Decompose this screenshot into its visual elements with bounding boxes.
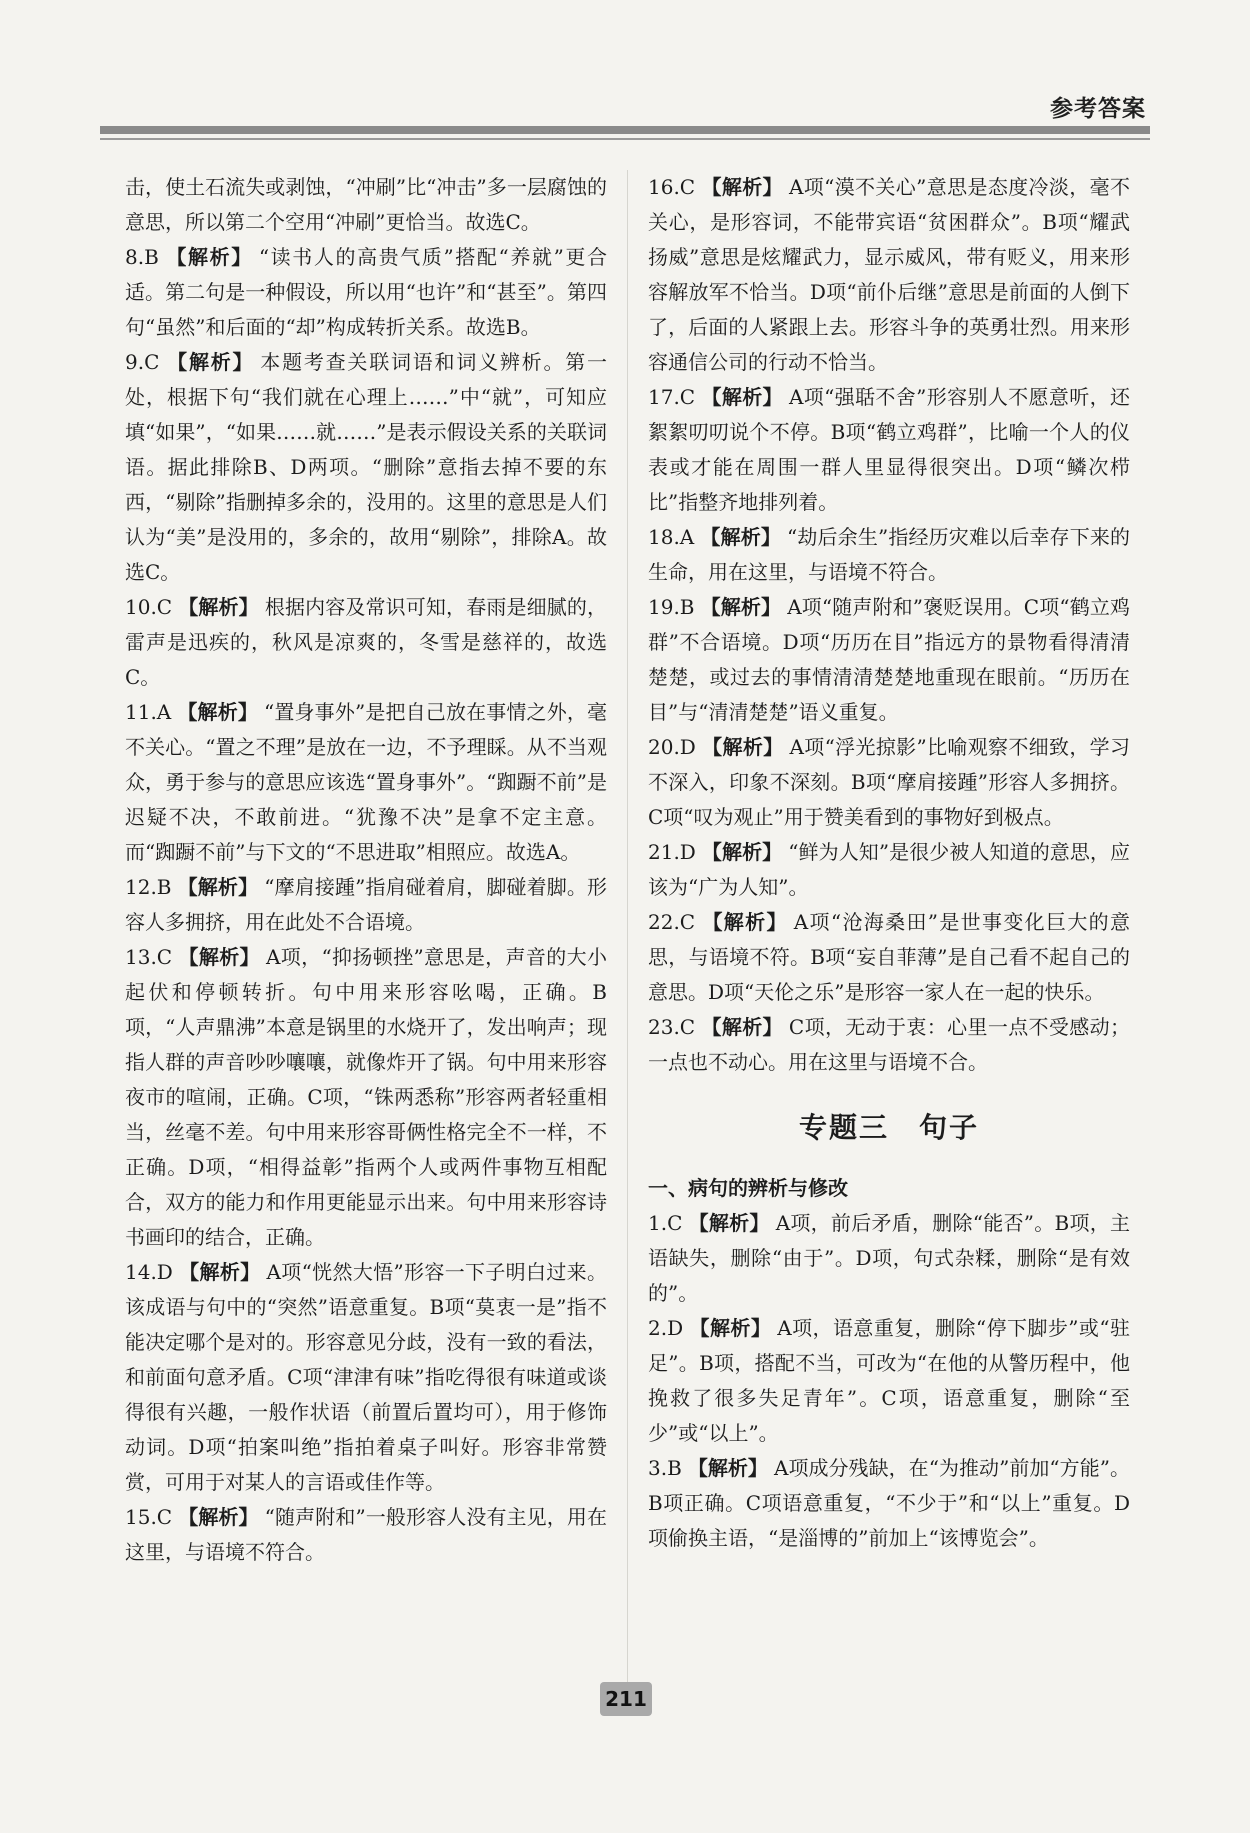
analysis-tag: 【解析】 — [164, 245, 253, 269]
answer-item — [648, 905, 1130, 1010]
section-subheading: 一、病句的辨析与修改 — [648, 1176, 848, 1200]
answer-number: 16.C — [648, 175, 696, 199]
analysis-tag: 【解析】 — [701, 1015, 783, 1039]
answer-item — [648, 1206, 1130, 1311]
answer-number: 8.B — [125, 245, 159, 269]
answer-number: 15.C — [125, 1505, 173, 1529]
header-title: 参考答案 — [1050, 96, 1146, 122]
answer-text: A项“浮光掠影”比喻观察不细致，学习不深入，印象不深刻。B项“摩肩接踵”形容人多拥挤。C项“叹为观止”用于赞美看到的事物好到极点。 — [648, 735, 1130, 829]
answer-number: 11.A — [125, 700, 172, 724]
right-column — [648, 170, 1130, 1556]
answer-item — [648, 730, 1130, 835]
answer-text: A项，语意重复，删除“停下脚步”或“驻足”。B项，搭配不当，可改为“在他的从警历程中，他挽救了很多失足青年”。C项，语意重复，删除“至少”或“以上”。 — [648, 1316, 1130, 1445]
analysis-tag: 【解析】 — [178, 1505, 259, 1529]
column-divider — [627, 170, 628, 1700]
page-number: 211 — [600, 1682, 652, 1716]
answer-number: 10.C — [125, 595, 173, 619]
answer-text: A项，前后矛盾，删除“能否”。B项，主语缺失，删除“由于”。D项，句式杂糅，删除“是有效的”。 — [648, 1211, 1131, 1305]
answer-item — [125, 345, 607, 590]
analysis-tag: 【解析】 — [701, 910, 788, 934]
answer-item — [125, 1255, 607, 1500]
analysis-tag: 【解析】 — [688, 1211, 770, 1235]
answer-text: “劫后余生”指经历灾难以后幸存下来的生命，用在这里，与语境不符合。 — [648, 525, 1130, 584]
answer-item — [125, 170, 607, 240]
answer-item — [125, 1500, 607, 1570]
analysis-tag: 【解析】 — [701, 385, 783, 409]
answer-text: “置身事外”是把自己放在事情之外，毫不关心。“置之不理”是放在一边，不予理睬。从不当观众，勇于参与的意思应该选“置身事外”。“踟蹰不前”是迟疑不决，不敢前进。“犹豫不决”是拿不定主意。而“踟蹰不前”与下文的“不思进取”相照应。故选A。 — [125, 700, 607, 864]
answer-text: A项“沧海桑田”是世事变化巨大的意思，与语境不符。B项“妄自菲薄”是自己看不起自己的意思。D项“天伦之乐”是形容一家人在一起的快乐。 — [648, 910, 1130, 1004]
answer-number: 18.A — [648, 525, 695, 549]
section-answers — [648, 1206, 1130, 1556]
analysis-tag: 【解析】 — [178, 945, 260, 969]
answer-text: “鲜为人知”是很少被人知道的意思，应该为“广为人知”。 — [648, 840, 1130, 899]
answer-item — [125, 870, 607, 940]
answer-number: 20.D — [648, 735, 696, 759]
answer-item — [648, 590, 1130, 730]
analysis-tag: 【解析】 — [177, 875, 259, 899]
analysis-tag: 【解析】 — [689, 1316, 772, 1340]
answer-number: 14.D — [125, 1260, 173, 1284]
answer-item — [125, 695, 607, 870]
analysis-tag: 【解析】 — [178, 1260, 261, 1284]
left-column — [125, 170, 607, 1570]
answer-number: 3.B — [648, 1456, 682, 1480]
answer-item — [648, 170, 1130, 380]
right-column-answers — [648, 170, 1130, 1080]
answer-number: 23.C — [648, 1015, 696, 1039]
answer-text: “摩肩接踵”指肩碰着肩，脚碰着脚。形容人多拥挤，用在此处不合语境。 — [125, 875, 608, 934]
answer-text: A项“强聒不舍”形容别人不愿意听，还絮絮叨叨说个不停。B项“鹤立鸡群”，比喻一个人的仪表或才能在周围一群人里显得很突出。D项“鳞次栉比”指整齐地排列着。 — [648, 385, 1130, 514]
answer-item — [125, 240, 607, 345]
header-rule-thick — [100, 126, 1150, 134]
answer-item — [648, 835, 1130, 905]
analysis-tag: 【解析】 — [701, 735, 784, 759]
answer-item — [648, 520, 1130, 590]
answer-item — [125, 940, 607, 1255]
answer-text: 本题考查关联词语和词义辨析。第一处，根据下句“我们就在心理上……”中“就”，可知应填“如果”，“如果……就……”是表示假设关系的关联词语。据此排除B、D两项。“删除”意指去掉不要的东西，“剔除”指删掉多余的，没用的。这里的意思是人们认为“美”是没用的，多余的，故用“剔除”，排除A。故选C。 — [125, 350, 608, 584]
answer-number: 19.B — [648, 595, 695, 619]
section-title: 专题三 句子 — [798, 1111, 979, 1144]
header-rule-thin — [100, 138, 1150, 140]
analysis-tag: 【解析】 — [700, 595, 782, 619]
answer-item — [648, 1451, 1130, 1556]
analysis-tag: 【解析】 — [700, 525, 781, 549]
answer-text: A项成分残缺，在“为推动”前加“方能”。B项正确。C项语意重复，“不少于”和“以上”重复。D项偷换主语，“是淄博的”前加上“该博览会”。 — [648, 1456, 1131, 1550]
answer-text: C项，无动于衷：心里一点不受感动；一点也不动心。用在这里与语境不合。 — [648, 1015, 1130, 1074]
answer-text: A项“随声附和”褒贬误用。C项“鹤立鸡群”不合语境。D项“历历在目”指远方的景物看得清清楚楚，或过去的事情清清楚楚地重现在眼前。“历历在目”与“清清楚楚”语义重复。 — [648, 595, 1131, 724]
answer-number: 17.C — [648, 385, 696, 409]
answer-text: “读书人的高贵气质”搭配“养就”更合适。第二句是一种假设，所以用“也许”和“甚至”。第四句“虽然”和后面的“却”构成转折关系。故选B。 — [125, 245, 607, 339]
answer-item — [648, 1311, 1130, 1451]
analysis-tag: 【解析】 — [687, 1456, 768, 1480]
answer-item — [125, 590, 607, 695]
answer-text: A项“恍然大悟”形容一下子明白过来。该成语与句中的“突然”语意重复。B项“莫衷一是”指不能决定哪个是对的。形容意见分歧，没有一致的看法，和前面句意矛盾。C项“津津有味”指吃得很有味道或谈得很有兴趣，一般作状语（前置后置均可），用于修饰动词。D项“拍案叫绝”指拍着桌子叫好。形容非常赞赏，可用于对某人的言语或佳作等。 — [125, 1260, 607, 1494]
answer-text: 根据内容及常识可知，春雨是细腻的，雷声是迅疾的，秋风是凉爽的，冬雪是慈祥的，故选C。 — [125, 595, 608, 689]
answer-item — [648, 1010, 1130, 1080]
answer-number: 21.D — [648, 840, 696, 864]
answer-number: 9.C — [125, 350, 160, 374]
answer-number: 1.C — [648, 1211, 683, 1235]
analysis-tag: 【解析】 — [178, 595, 259, 619]
answer-item — [648, 380, 1130, 520]
analysis-tag: 【解析】 — [177, 700, 258, 724]
answer-number: 12.B — [125, 875, 172, 899]
analysis-tag: 【解析】 — [701, 175, 783, 199]
answer-number: 22.C — [648, 910, 696, 934]
analysis-tag: 【解析】 — [701, 840, 783, 864]
answer-text: A项，“抑扬顿挫”意思是，声音的大小起伏和停顿转折。句中用来形容吆喝，正确。B项，“人声鼎沸”本意是锅里的水烧开了，发出响声；现指人群的声音吵吵嚷嚷，就像炸开了锅。句中用来形容夜市的喧闹，正确。C项，“铢两悉称”形容两者轻重相当，丝毫不差。句中用来形容哥俩性格完全不一样，不正确。D项，“相得益彰”指两个人或两件事物互相配合，双方的能力和作用更能显示出来。句中用来形容诗书画印的结合，正确。 — [125, 945, 607, 1249]
answer-number: 13.C — [125, 945, 173, 969]
answer-text: 击，使土石流失或剥蚀，“冲刷”比“冲击”多一层腐蚀的意思，所以第二个空用“冲刷”更恰当。故选C。 — [125, 175, 607, 234]
answer-number: 2.D — [648, 1316, 684, 1340]
answer-text: “随声附和”一般形容人没有主见，用在这里，与语境不符合。 — [125, 1505, 608, 1564]
analysis-tag: 【解析】 — [165, 350, 255, 374]
answer-text: A项“漠不关心”意思是态度冷淡，毫不关心，是形容词，不能带宾语“贫困群众”。B项“耀武扬威”意思是炫耀武力，显示威风，带有贬义，用来形容解放军不恰当。D项“前仆后继”意思是前面的人倒下了，后面的人紧跟上去。形容斗争的英勇壮烈。用来形容通信公司的行动不恰当。 — [648, 175, 1130, 374]
